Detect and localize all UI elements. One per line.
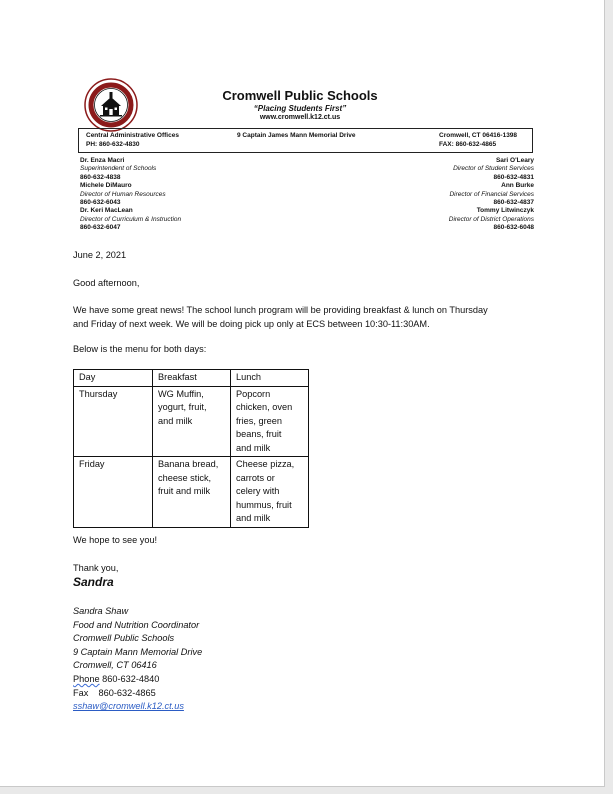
sender-phone: 860-632-4840 (102, 673, 160, 684)
sender-fax: 860-632-4865 (98, 687, 156, 698)
staff-phone: 860-632-4837 (493, 199, 534, 207)
staff-title: Director of Human Resources (80, 190, 166, 198)
table-row (74, 386, 309, 457)
staff-title: Director of Financial Services (449, 190, 534, 198)
thanks-line: Thank you, (73, 563, 119, 573)
header-cell: Lunch (231, 370, 309, 387)
staff-name: Ann Burke (501, 182, 534, 190)
lunch-cell (231, 457, 309, 528)
cell-line: Cheese pizza, (236, 459, 295, 469)
letter-date: June 2, 2021 (73, 250, 127, 260)
school-motto: “Placing Students First” (253, 104, 347, 113)
table-header-row (74, 370, 309, 387)
cell-line: Popcorn (236, 388, 271, 399)
table-row (74, 457, 309, 528)
cell-line: cheese stick, (158, 472, 212, 483)
closing-line: We hope to see you! (73, 535, 158, 545)
staff-name: Sari O'Leary (495, 157, 534, 164)
cell-line: Banana bread, (158, 459, 219, 469)
signature-block (73, 605, 202, 714)
cell-line: hummus, fruit (236, 499, 292, 510)
staff-list-left (80, 157, 181, 233)
cell-line: fruit and milk (158, 486, 211, 496)
staff-phone: 860-632-4838 (80, 173, 121, 181)
sender-name: Sandra Shaw (73, 606, 129, 616)
cell-line: beans, fruit (236, 429, 282, 439)
sender-email-link[interactable]: sshaw@cromwell.k12.ct.us (73, 701, 184, 712)
sender-org: Cromwell Public Schools (73, 633, 175, 644)
fax-label: Fax (73, 687, 89, 698)
day-cell: Thursday (74, 386, 153, 457)
staff-title: Director of District Operations (448, 215, 534, 223)
phone-label: Phone (73, 673, 100, 684)
sender-city: Cromwell, CT 06416 (73, 660, 157, 671)
cell-line: and milk (158, 415, 193, 426)
staff-list-right (449, 157, 534, 233)
paragraph-line: We have some great news! The school lunch program will be providing breakfast & lunch on Thursday (73, 305, 488, 315)
office-phone: PH: 860-632-4830 (86, 141, 140, 148)
staff-name: Dr. Keri MacLean (80, 207, 133, 215)
signature: Sandra (73, 575, 114, 589)
cell-line: yogurt, fruit, (158, 402, 207, 412)
staff-title: Director of Curriculum & Instruction (80, 215, 182, 223)
office-name: Central Administrative Offices (86, 132, 179, 139)
staff-phone: 860-632-6047 (80, 224, 121, 232)
school-website: www.cromwell.k12.ct.us (259, 114, 341, 121)
paragraph-line: and Friday of next week. We will be doing pick up only at ECS between 10:30-11:30AM. (73, 319, 430, 329)
cell-line: celery with (236, 486, 280, 496)
menu-intro: Below is the menu for both days: (73, 344, 207, 354)
staff-title: Director of Student Services (453, 165, 534, 173)
staff-phone: 860-632-4831 (493, 173, 534, 181)
letter-greeting: Good afternoon, (73, 278, 140, 288)
sender-title: Food and Nutrition Coordinator (73, 619, 200, 630)
lunch-cell (231, 386, 309, 457)
cell-line: fries, green (236, 415, 282, 426)
staff-phone: 860-632-6048 (493, 224, 534, 232)
board-of-education-seal (84, 78, 138, 132)
menu-table (73, 369, 309, 528)
sender-street: 9 Captain Mann Memorial Drive (73, 646, 203, 657)
breakfast-cell (153, 386, 231, 457)
cell-line: carrots or (236, 472, 275, 483)
sender-phone-line (73, 673, 202, 687)
cell-line: chicken, oven (236, 402, 293, 412)
office-street: 9 Captain James Mann Memorial Drive (237, 132, 356, 139)
school-name: Cromwell Public Schools (222, 88, 378, 103)
address-bar (78, 128, 533, 153)
office-fax: FAX: 860-632-4865 (439, 141, 497, 148)
letter-paragraph (73, 303, 553, 331)
breakfast-cell (153, 457, 231, 528)
day-cell: Friday (74, 457, 153, 528)
cell-line: and milk (236, 513, 271, 523)
staff-title: Superintendent of Schools (80, 165, 157, 173)
cell-line: WG Muffin, (158, 388, 204, 399)
cell-line: and milk (236, 442, 271, 453)
staff-phone: 860-632-6043 (80, 199, 121, 207)
header-cell: Breakfast (153, 370, 231, 387)
staff-name: Tommy Litwinczyk (476, 207, 534, 215)
header-cell: Day (74, 370, 153, 387)
staff-name: Michele DiMauro (80, 182, 132, 190)
staff-name: Dr. Enza Macri (80, 157, 125, 164)
office-city: Cromwell, CT 06416-1398 (439, 132, 518, 139)
sender-fax-line (73, 687, 202, 701)
